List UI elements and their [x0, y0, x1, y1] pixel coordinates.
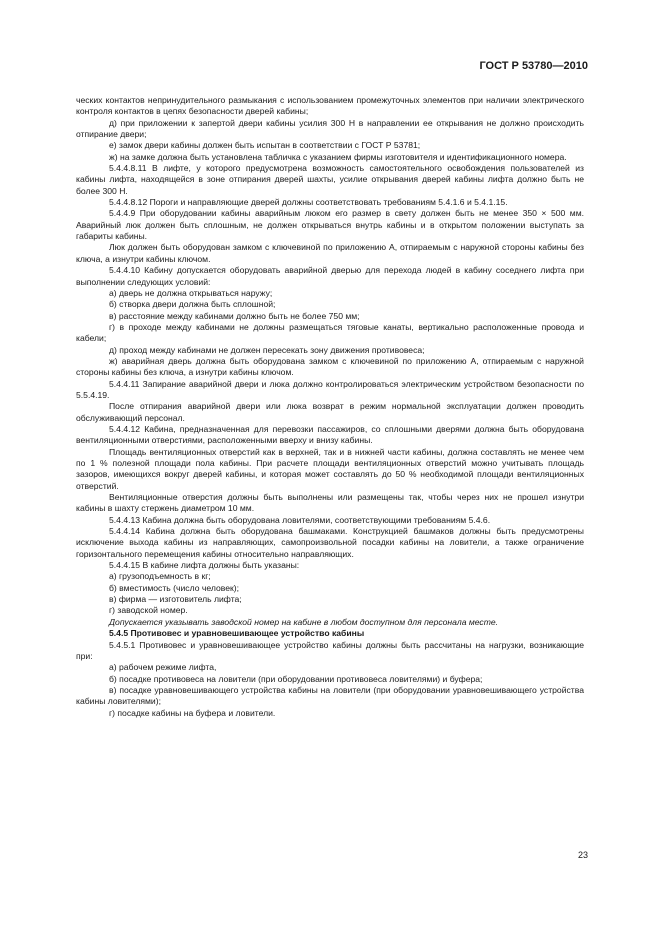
- paragraph: 5.4.4.10 Кабину допускается оборудовать аварийной дверью для перехода людей в кабину соседнего лифта при выполнении следующих условий:: [76, 265, 584, 287]
- paragraph: 5.4.4.13 Кабина должна быть оборудована ловителями, соответствующими требованиям 5.4.6.: [109, 514, 491, 525]
- paragraph: 5.4.4.8.11 В лифте, у которого предусмотрена возможность самостоятельного освобождения пользователей из кабины лифта, находящейся в зоне отпирания дверей шахты, усилие открывания дверей кабины лифта должно быть не более 300 Н.: [76, 163, 584, 196]
- paragraph: ж) аварийная дверь должна быть оборудована замком с ключевиной по приложению А, отпираемым с наружной стороны кабины без ключа, а изнутри кабины ключом.: [76, 355, 584, 378]
- paragraph: г) заводской номер.: [109, 605, 188, 616]
- paragraph: г) в проходе между кабинами не должны размещаться тяговые канаты, вертикально расположенные провода и кабели;: [76, 321, 584, 344]
- page-number: 23: [577, 850, 588, 860]
- paragraph: ческих контактов непринудительного размыкания с использованием промежуточных элементов при наличии электрического контроля контактов в цепях безопасности дверей кабины;: [76, 95, 584, 117]
- paragraph: 5.4.4.14 Кабина должна быть оборудована башмаками. Конструкцией башмаков должны быть предусмотрены исключение выхода кабины из направляющих, самопроизвольной посадки кабины на ловители, а также ограничение горизонтального перемещения кабины относительно направляющих.: [76, 526, 584, 559]
- paragraph: в) посадке уравновешивающего устройства кабины на ловители (при оборудовании уравновешивающего устройства кабины ловителями);: [76, 684, 584, 707]
- document-body: [76, 95, 584, 719]
- paragraph: 5.4.4.15 В кабине лифта должны быть указаны:: [109, 560, 300, 571]
- paragraph: 5.4.4.8.12 Пороги и направляющие дверей должны соответствовать требованиям 5.4.1.6 и 5.4.1.15.: [109, 197, 508, 208]
- note-paragraph: Допускается указывать заводской номер на кабине в любом доступном для персонала месте.: [109, 616, 499, 627]
- paragraph: б) посадке противовеса на ловители (при оборудовании противовеса ловителями) и буфера;: [109, 673, 483, 684]
- paragraph: а) рабочем режиме лифта,: [109, 662, 217, 673]
- paragraph: г) посадке кабины на буфера и ловители.: [109, 707, 276, 718]
- paragraph: б) вместимость (число человек);: [109, 582, 239, 593]
- paragraph: е) замок двери кабины должен быть испытан в соответствии с ГОСТ Р 53781;: [109, 140, 421, 151]
- paragraph: б) створка двери должна быть сплошной;: [109, 299, 276, 310]
- paragraph: Вентиляционные отверстия должны быть выполнены или размещены так, чтобы через них не прошел изнутри кабины в шахту стержень диаметром 10 мм.: [76, 492, 584, 514]
- paragraph: в) расстояние между кабинами должно быть не более 750 мм;: [109, 310, 360, 321]
- paragraph: 5.4.4.11 Запирание аварийной двери и люка должно контролироваться электрическим устройством безопасности по 5.5.4.19.: [76, 378, 584, 400]
- paragraph: Площадь вентиляционных отверстий как в верхней, так и в нижней части кабины, должна составлять не менее чем по 1 % полезной площади пола кабины. При расчете площади вентиляционных отверстий можно учитывать площадь зазоров, имеющихся вокруг дверей кабины, и которая может составлять до 50 % необходимой площади вентиляционных отверстий.: [76, 446, 584, 491]
- paragraph: а) дверь не должна открываться наружу;: [109, 287, 273, 298]
- paragraph: 5.4.5.1 Противовес и уравновешивающее устройство кабины должны быть рассчитаны на нагрузки, возникающие при:: [76, 639, 584, 661]
- paragraph: 5.4.4.12 Кабина, предназначенная для перевозки пассажиров, со сплошными дверями должна быть оборудована вентиляционными отверстиями, расположенными вверху и внизу кабины.: [76, 423, 584, 446]
- paragraph: Люк должен быть оборудован замком с ключевиной по приложению А, отпираемым с наружной стороны кабины без ключа, а изнутри кабины ключом.: [76, 242, 584, 264]
- paragraph: ж) на замке должна быть установлена табличка с указанием фирмы изготовителя и идентификационного номера.: [109, 151, 567, 162]
- paragraph: 5.4.4.9 При оборудовании кабины аварийным люком его размер в свету должен быть не менее 350 × 500 мм. Аварийный люк должен быть сплошным, не должен открываться внутрь кабины и в открытом положении выступать за габариты кабины.: [76, 208, 584, 242]
- paragraph: д) при приложении к запертой двери кабины усилия 300 Н в направлении ее открывания не должно происходить отпирание двери;: [76, 117, 584, 140]
- section-heading: 5.4.5 Противовес и уравновешивающее устройство кабины: [109, 628, 365, 639]
- document-header: ГОСТ Р 53780—2010: [479, 60, 588, 72]
- paragraph: После отпирания аварийной двери или люка возврат в режим нормальной эксплуатации должен проводить обслуживающий персонал.: [76, 401, 584, 423]
- paragraph: а) грузоподъемность в кг;: [109, 571, 211, 582]
- paragraph: д) проход между кабинами не должен пересекать зону движения противовеса;: [109, 344, 425, 355]
- paragraph: в) фирма — изготовитель лифта;: [109, 594, 242, 605]
